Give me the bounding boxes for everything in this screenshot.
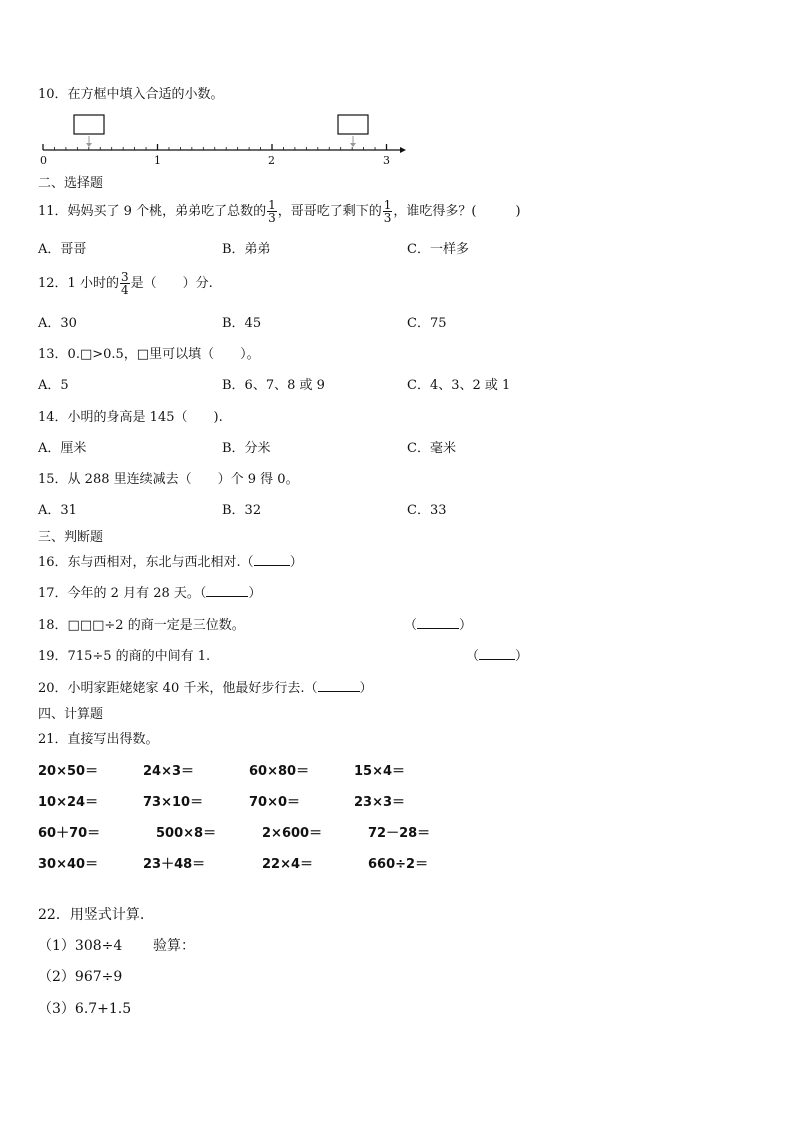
arrow-head-1 [86, 143, 92, 147]
question-11 [38, 196, 521, 228]
option-c[interactable]: C．33 [407, 503, 447, 518]
calc-item: 2×600＝ [262, 826, 323, 841]
question-text: 715÷5 的商的中间有 1. [67, 649, 211, 664]
calc-item: 30×40＝ [38, 857, 99, 872]
question-number: 19． [38, 649, 68, 664]
calc-item: 73×10＝ [143, 795, 204, 810]
answer-blank[interactable] [417, 616, 459, 629]
option-c[interactable]: C．毫米 [407, 441, 456, 456]
calc-item: 22×4＝ [262, 857, 314, 872]
section-judge-title: 三、判断题 [38, 530, 104, 545]
answer-box-2[interactable] [338, 115, 368, 134]
answer-slot-18 [404, 614, 472, 633]
question-number: 11． [38, 204, 68, 219]
question-15 [38, 468, 299, 487]
fraction-denominator: 3 [383, 211, 392, 225]
option-c[interactable]: C．75 [407, 316, 447, 331]
calc-item: 15×4＝ [354, 764, 406, 779]
option-a[interactable]: A．哥哥 [38, 242, 87, 257]
open-paren: （ [466, 649, 480, 664]
question-18 [38, 614, 245, 633]
question-number: 13． [38, 347, 68, 362]
arrow-head-2 [350, 143, 356, 147]
calc-item: 20×50＝ [38, 764, 99, 779]
calc-item: 660÷2＝ [368, 857, 429, 872]
option-b[interactable]: B．弟弟 [222, 242, 271, 257]
option-b[interactable]: B．45 [222, 316, 262, 331]
question-10 [38, 83, 224, 102]
answer-blank[interactable] [479, 647, 515, 660]
close-paren: ） [515, 649, 529, 664]
question-17 [38, 582, 261, 601]
open-paren: （ [404, 618, 418, 633]
question-number: 17． [38, 586, 68, 601]
vertical-calc-item-2: （2）967÷9 [38, 969, 123, 985]
question-number: 16． [38, 555, 68, 570]
check-label: 验算： [153, 938, 195, 954]
tick-label-2: 2 [268, 154, 275, 167]
question-text: 用竖式计算. [69, 907, 145, 923]
question-text-part: ，谁吃得多？( ) [393, 204, 521, 219]
calc-item: 23×3＝ [354, 795, 406, 810]
tick-label-0: 0 [40, 154, 47, 167]
number-line [30, 110, 410, 168]
vertical-calc-item-3: （3）6.7+1.5 [38, 1001, 132, 1017]
vertical-calc-item-1: （1）308÷4 [38, 938, 123, 954]
option-c[interactable]: C．4、3、2 或 1 [407, 378, 511, 393]
fraction-denominator: 4 [120, 283, 129, 297]
section-choice-title: 二、选择题 [38, 176, 104, 191]
fraction-numerator: 1 [383, 198, 392, 212]
question-text-part: 是（ ）分. [130, 276, 213, 291]
fraction-three-quarters [120, 271, 130, 296]
question-21 [38, 728, 159, 747]
question-number: 22． [38, 907, 70, 923]
question-number: 15． [38, 472, 68, 487]
question-number: 21． [38, 732, 68, 747]
calc-item: 23＋48＝ [143, 857, 206, 872]
close-paren: ） [289, 555, 303, 570]
question-text: 0.□>0.5，□里可以填（ ）。 [67, 347, 260, 362]
option-b[interactable]: B．分米 [222, 441, 271, 456]
option-b[interactable]: B．6、7、8 或 9 [222, 378, 325, 393]
option-a[interactable]: A．31 [38, 503, 77, 518]
calc-item: 60×80＝ [249, 764, 310, 779]
calc-item: 72－28＝ [368, 826, 431, 841]
close-paren: ） [459, 618, 473, 633]
fraction-one-third [383, 199, 393, 224]
calc-item: 60＋70＝ [38, 826, 101, 841]
question-number: 12． [38, 276, 68, 291]
calc-item: 24×3＝ [143, 764, 195, 779]
question-text-part: 1 小时的 [67, 276, 119, 291]
question-number: 20． [38, 681, 68, 696]
question-text: 今年的 2 月有 28 天。（ [67, 586, 207, 601]
question-number: 18． [38, 618, 68, 633]
question-12 [38, 268, 213, 300]
fraction-numerator: 1 [268, 198, 276, 212]
question-text-part: ，哥哥吃了剩下的 [277, 204, 382, 219]
question-text: 从 288 里连续减去（ ）个 9 得 0。 [67, 472, 299, 487]
question-13 [38, 343, 260, 362]
question-text: 在方框中填入合适的小数。 [67, 87, 224, 102]
close-paren: ） [359, 681, 373, 696]
question-14 [38, 406, 223, 425]
question-number: 14． [38, 410, 68, 425]
option-c[interactable]: C．一样多 [407, 242, 469, 257]
answer-blank[interactable] [206, 584, 248, 597]
question-22 [38, 904, 144, 924]
tick-label-1: 1 [154, 154, 161, 167]
answer-blank[interactable] [254, 553, 290, 566]
question-text: 东与西相对，东北与西北相对.（ [67, 555, 254, 570]
fraction-numerator: 3 [120, 270, 129, 284]
question-text: 小明的身高是 145（ ). [67, 410, 223, 425]
question-text: 小明家距姥姥家 40 千米，他最好步行去.（ [67, 681, 318, 696]
close-paren: ） [248, 586, 262, 601]
minor-ticks [43, 144, 387, 150]
question-19 [38, 645, 210, 664]
option-a[interactable]: A．30 [38, 316, 77, 331]
answer-slot-19 [466, 645, 528, 664]
question-20 [38, 677, 373, 696]
question-text-part: 妈妈买了 9 个桃，弟弟吃了总数的 [67, 204, 267, 219]
answer-box-1[interactable] [74, 115, 104, 134]
question-16 [38, 551, 303, 570]
question-text: 直接写出得数。 [67, 732, 159, 747]
option-a[interactable]: A．5 [38, 378, 69, 393]
calc-item: 70×0＝ [249, 795, 301, 810]
fraction-denominator: 3 [268, 211, 276, 225]
answer-blank[interactable] [318, 679, 360, 692]
fraction-one-third [267, 199, 277, 224]
axis-arrow [400, 147, 406, 153]
calc-item: 500×8＝ [156, 826, 217, 841]
tick-label-3: 3 [383, 154, 390, 167]
section-calc-title: 四、计算题 [38, 707, 104, 722]
question-text: □□□÷2 的商一定是三位数。 [67, 618, 245, 633]
option-a[interactable]: A．厘米 [38, 441, 87, 456]
calc-item: 10×24＝ [38, 795, 99, 810]
question-number: 10． [38, 87, 68, 102]
option-b[interactable]: B．32 [222, 503, 262, 518]
